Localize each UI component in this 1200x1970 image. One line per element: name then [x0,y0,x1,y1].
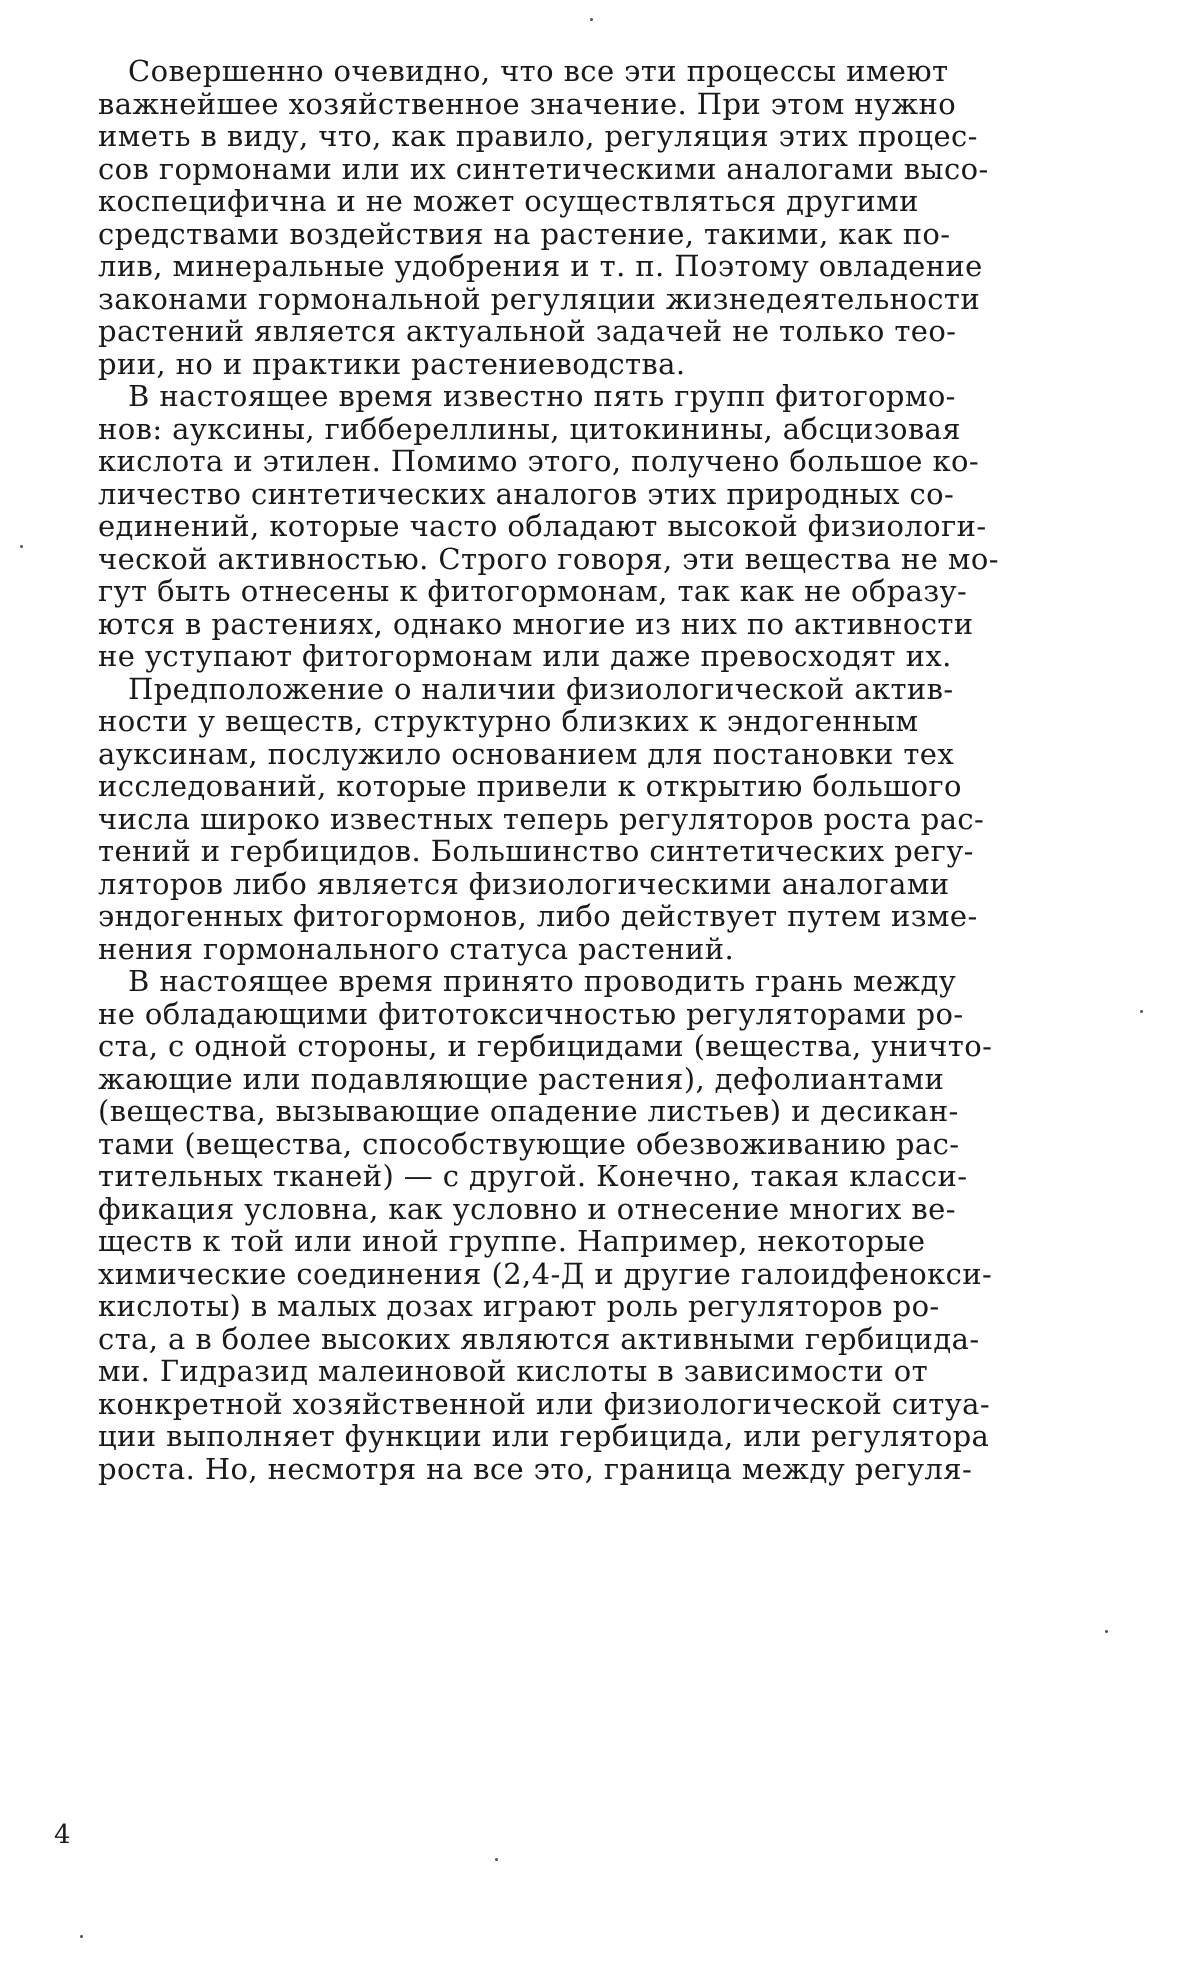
text-line: ции выполняет функции или гербицида, или регулятора [98,1419,990,1453]
text-line: сов гормонами или их синтетическими аналогами высо- [98,151,989,186]
text-line: ются в растениях, однако многие из них по активности [98,606,974,641]
scan-speck [80,1935,83,1938]
text-line: личество синтетических аналогов этих природных со- [98,476,955,511]
text-line: не обладающими фитотоксичностью регуляторами ро- [98,996,964,1031]
text-line: В настоящее время принято проводить грань между [128,964,957,998]
text-line: ности у веществ, структурно близких к эндогенным [98,704,919,738]
text-line: ста, с одной стороны, и гербицидами (вещества, уничто- [98,1029,993,1063]
text-line: нов: ауксины, гиббереллины, цитокинины, абсцизовая [98,411,961,446]
text-line: ческой активностью. Строго говоря, эти вещества не мо- [98,541,999,576]
text-line: конкретной хозяйственной или физиологической ситуа- [98,1386,991,1421]
scan-speck [1105,1630,1108,1633]
paragraph [98,379,999,673]
text-line: исследований, которые привели к открытию большого [98,769,962,803]
text-line: иметь в виду, что, как правило, регуляция этих процес- [98,119,978,153]
text-line: Предположение о наличии физиологической актив- [128,671,954,706]
text-line: лив, минеральные удобрения и т. п. Поэтому овладение [98,249,983,283]
text-line: В настоящее время известно пять групп фитогормо- [128,379,956,413]
text-line: кислота и этилен. Помимо этого, получено большое ко- [98,444,980,478]
scan-speck [590,18,593,21]
text-line: средствами воздействия на растение, такими, как по- [98,216,951,251]
text-line: важнейшее хозяйственное значение. При этом нужно [98,86,957,121]
text-line: Совершенно очевидно, что все эти процессы имеют [128,54,949,88]
text-line: тительных тканей) — с другой. Конечно, такая класси- [98,1159,968,1193]
text-line: растений является актуальной задачей не только тео- [98,314,957,348]
paragraph [98,964,993,1486]
text-line: химические соединения (2,4-Д и другие галоидфенокси- [98,1256,993,1291]
scan-speck [495,1858,498,1861]
text-line: коспецифична и не может осуществляться другими [98,184,919,218]
text-line: (вещества, вызывающие опадение листьев) и десикан- [98,1094,959,1128]
text-line: ществ к той или иной группе. Например, некоторые [98,1224,926,1258]
text-line: тений и гербицидов. Большинство синтетических регу- [98,834,974,868]
paragraph [98,54,989,381]
body-text [98,54,999,1486]
text-line: нения гормонального статуса растений. [98,931,735,966]
text-line: тами (вещества, способствующие обезвоживанию рас- [98,1126,960,1161]
text-line: фикация условна, как условно и отнесение многих ве- [98,1191,956,1226]
text-line: ляторов либо является физиологическими аналогами [98,866,950,901]
text-line: жающие или подавляющие растения), дефолиантами [98,1061,945,1096]
text-line: рии, но и практики растениеводства. [98,346,686,381]
text-line: законами гормональной регуляции жизнедеятельности [98,281,981,316]
page-number: 4 [54,1820,71,1850]
scan-speck [1140,1010,1143,1013]
text-line: единений, которые часто обладают высокой физиологи- [98,509,987,543]
text-line: числа широко известных теперь регуляторов роста рас- [98,801,985,836]
text-line: ауксинам, послужило основанием для постановки тех [98,736,955,771]
scan-speck [20,545,23,548]
text-line: ста, а в более высоких являются активными гербицида- [98,1321,980,1356]
paragraph [98,671,985,966]
text-line: гут быть отнесены к фитогормонам, так как не образу- [98,574,968,608]
text-line: не уступают фитогормонам или даже превосходят их. [98,639,952,673]
text-line: роста. Но, несмотря на все это, граница между регуля- [98,1451,973,1486]
text-line: эндогенных фитогормонов, либо действует путем изме- [98,899,978,933]
text-line: ми. Гидразид малеиновой кислоты в зависимости от [98,1354,929,1388]
text-line: кислоты) в малых дозах играют роль регуляторов ро- [98,1289,940,1323]
